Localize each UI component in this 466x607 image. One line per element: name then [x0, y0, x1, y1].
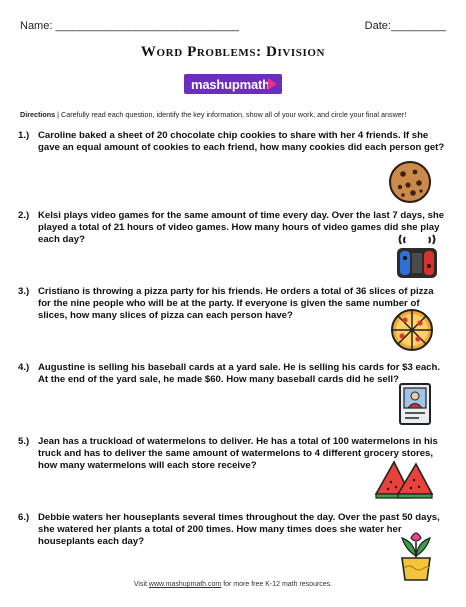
question-text: Cristiano is throwing a pizza party for his friends. He orders a total of 36 slices of pizza for the nine people who will be at the party. If everyone is given the same number of slices, how many slices of pizza can each person have? — [38, 286, 434, 321]
question-number: 6.) — [18, 512, 30, 523]
website-link[interactable]: www.mashupmath.com — [148, 581, 222, 588]
footer-suffix: for more free K-12 math resources. — [221, 581, 333, 588]
question-number: 4.) — [18, 362, 30, 373]
watermelon-icon — [374, 458, 434, 500]
pizza-icon — [390, 308, 434, 352]
question-text: Jean has a truckload of watermelons to deliver. He has a total of 100 watermelons in his truck and has to deliver the same amount of watermelons to 4 different grocery stores, how many watermelons will each store receive? — [38, 436, 438, 471]
footer-prefix: Visit — [133, 581, 149, 588]
logo-text: mashupmath — [191, 76, 270, 92]
baseball-card-icon — [398, 382, 432, 426]
question-3 — [18, 286, 448, 322]
question-6 — [18, 512, 448, 548]
name-field[interactable]: Name: ______________________________ — [20, 20, 239, 32]
question-text: Caroline baked a sheet of 20 chocolate chip cookies to share with her 4 friends. If she gave an equal amount of cookies to each friend, how many cookies did each person get? — [38, 130, 445, 153]
question-1 — [18, 130, 448, 154]
date-field[interactable]: Date:_________ — [364, 20, 446, 32]
play-icon — [268, 78, 277, 90]
game-controller-icon — [396, 234, 438, 280]
houseplant-icon — [396, 528, 436, 582]
cookie-icon — [388, 160, 432, 204]
question-2 — [18, 210, 448, 246]
question-number: 2.) — [18, 210, 30, 221]
question-4 — [18, 362, 448, 386]
page-title: Word Problems: Division — [140, 44, 326, 60]
question-text: Kelsi plays video games for the same amount of time every day. Over the last 7 days, she played a total of 21 hours of video games. How many hours of video games did she play each day? — [38, 210, 445, 245]
question-number: 5.) — [18, 436, 30, 447]
footer — [0, 581, 466, 588]
question-number: 1.) — [18, 130, 30, 141]
directions-label: Directions — [20, 110, 56, 119]
mashupmath-logo — [184, 74, 282, 94]
directions-text: | Carefully read each question, identify the key information, show all of your work, and circle your final answer! — [55, 110, 407, 119]
directions — [20, 110, 456, 119]
question-text: Debbie waters her houseplants several times throughout the day. Over the past 50 days, she watered her plants a total of 200 times. How many times does she water her houseplants each day? — [38, 512, 440, 547]
question-text: Augustine is selling his baseball cards at a yard sale. He is selling his cards for $3 each. At the end of the yard sale, he made $60. How many baseball cards did he sell? — [38, 362, 441, 385]
question-number: 3.) — [18, 286, 30, 297]
